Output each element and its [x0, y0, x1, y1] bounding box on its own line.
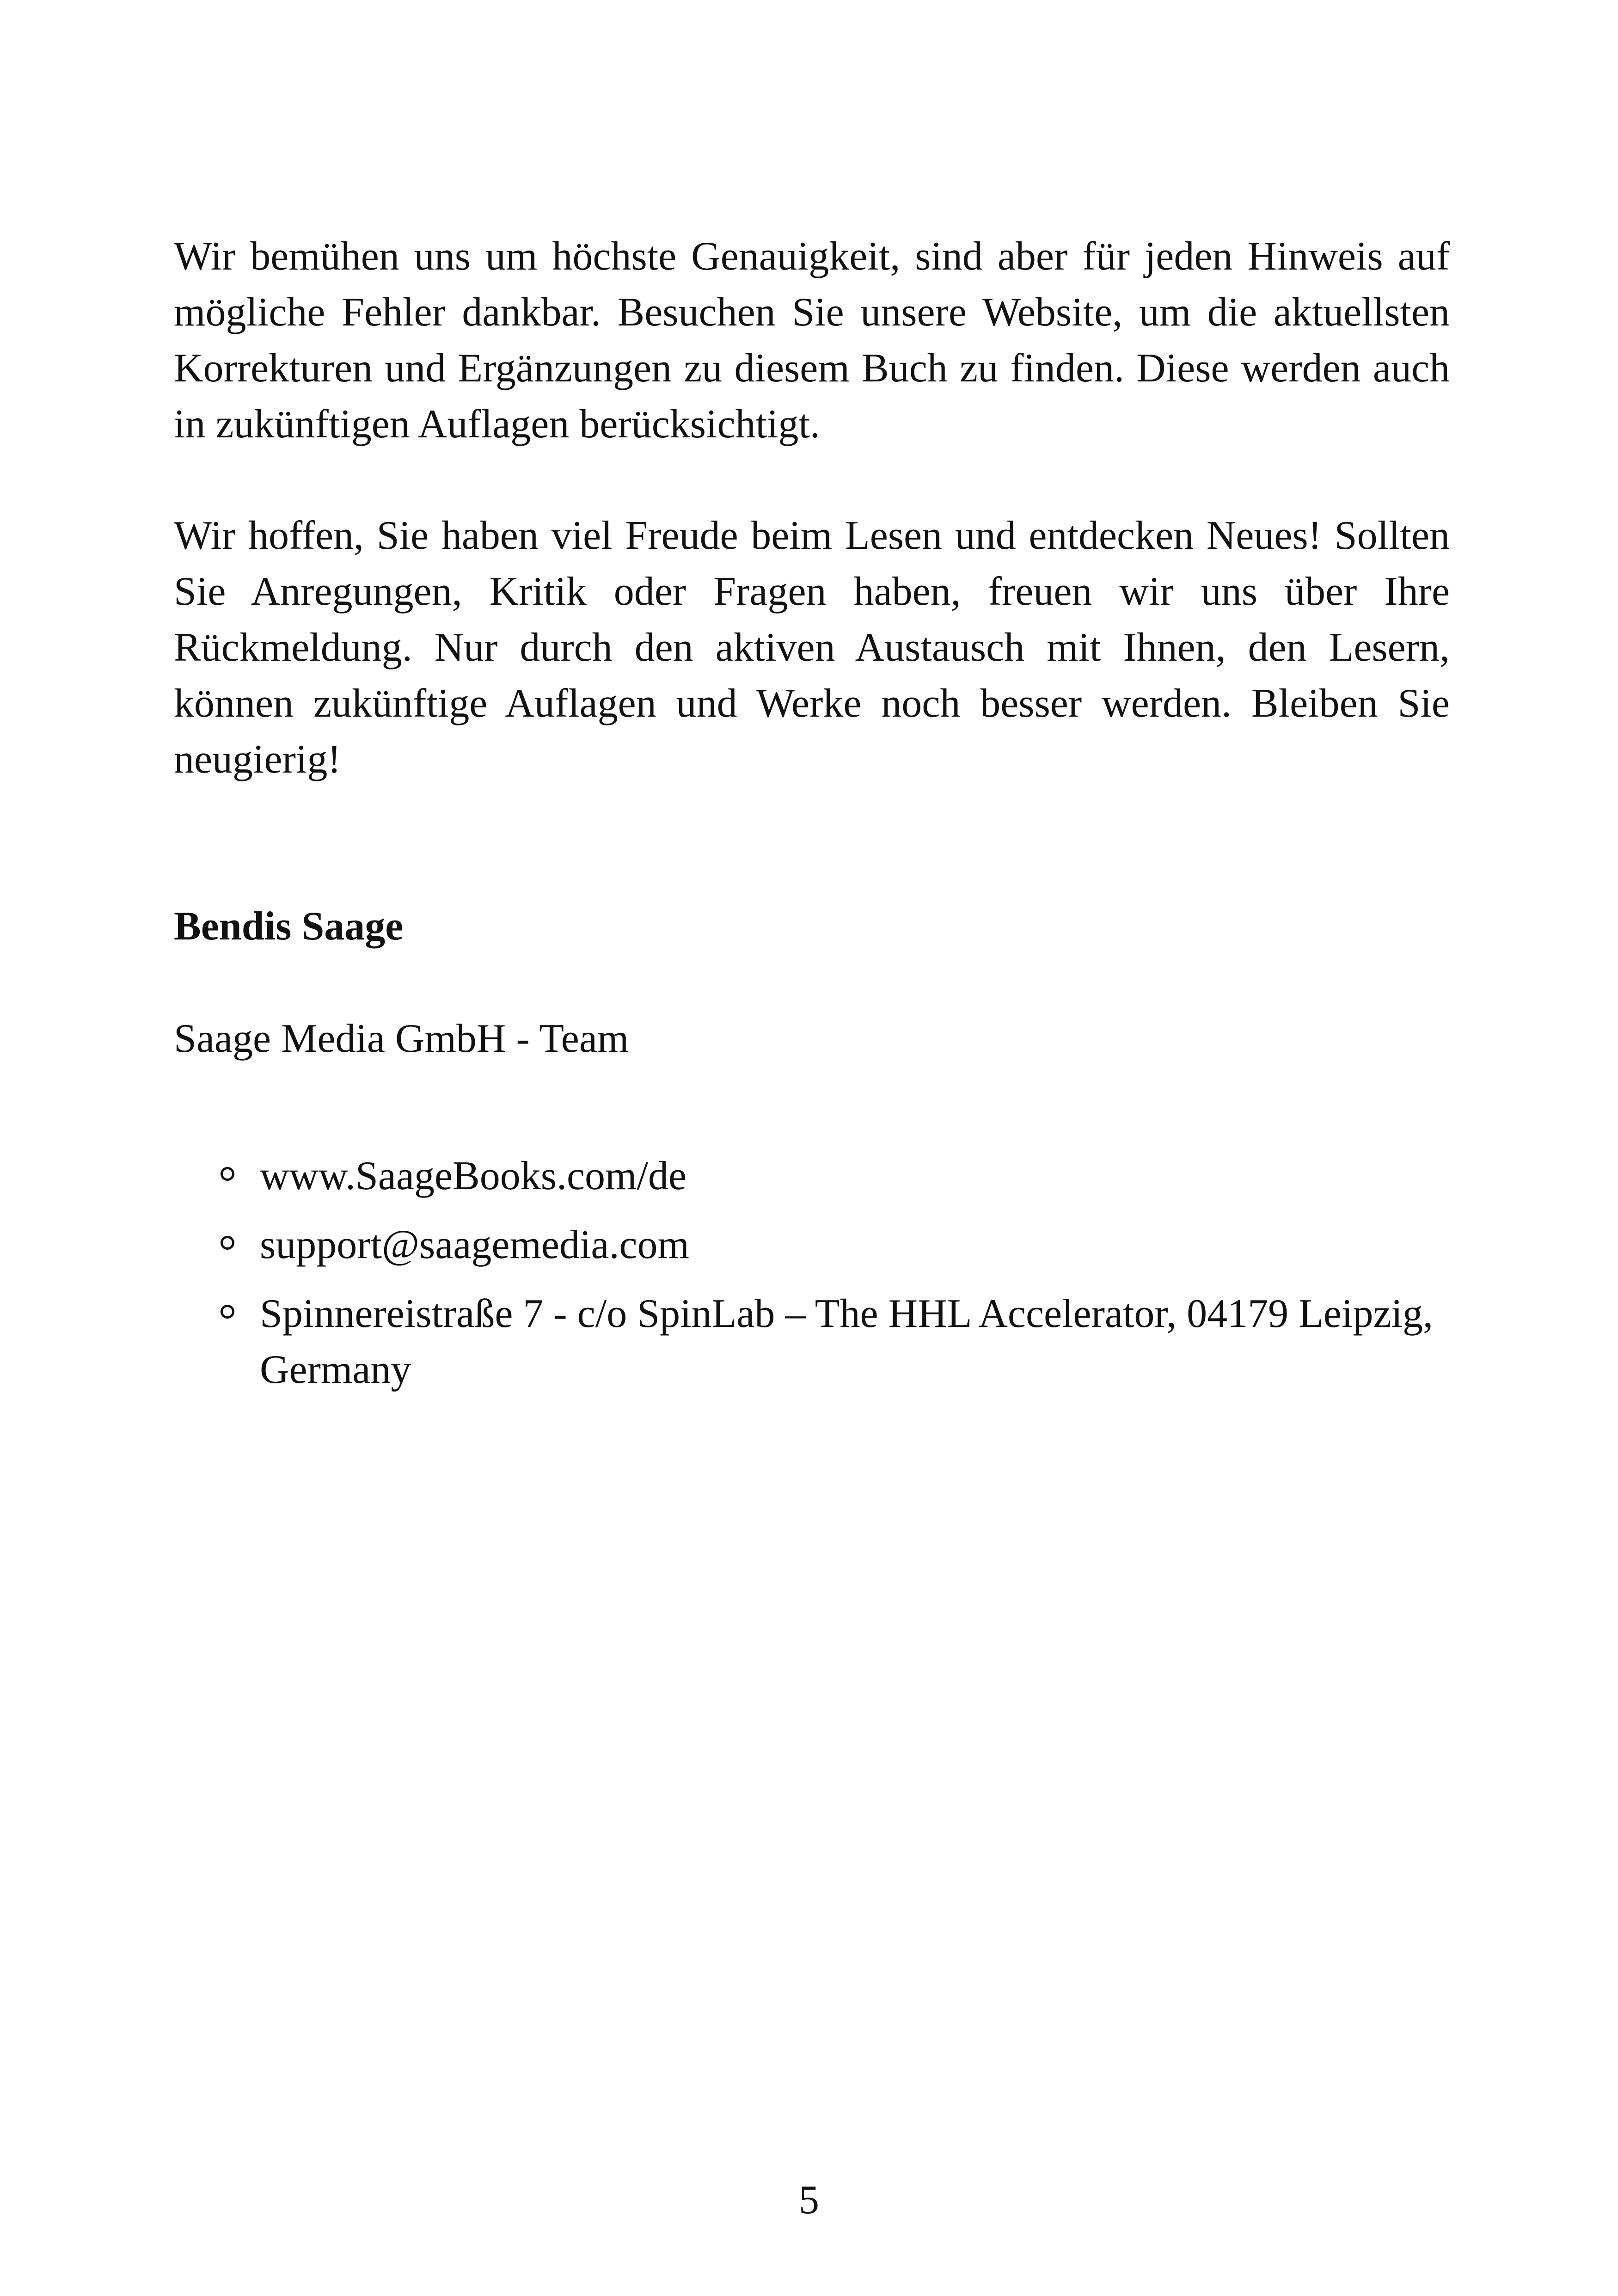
circle-bullet-icon [221, 1167, 234, 1181]
body-paragraph-feedback: Wir hoffen, Sie haben viel Freude beim Lesen und entdecken Neues! Sollten Sie Anregungen, Kritik oder Fragen haben, freuen wir uns über Ihre Rückmeldung. Nur durch den aktiven Austausch mit Ihnen, den Lesern, können zukünftige Auflagen und Werke noch besser werden. Bleiben Sie neugierig! [174, 513, 1450, 782]
author-name: Bendis Saage [174, 904, 404, 949]
contact-address-text: Spinnereistraße 7 - c/o SpinLab – The HHL Accelerator, 04179 Leipzig, Germany [260, 1291, 1433, 1392]
contact-item-email [174, 1217, 1450, 1273]
contact-list [174, 1148, 1450, 1411]
team-name: Saage Media GmbH - Team [174, 1016, 629, 1061]
circle-bullet-icon [221, 1236, 234, 1250]
page-number: 5 [799, 2178, 819, 2222]
contact-item-website [174, 1148, 1450, 1204]
contact-item-address [174, 1286, 1450, 1398]
circle-bullet-icon [221, 1305, 234, 1319]
body-paragraph-corrections: Wir bemühen uns um höchste Genauigkeit, sind aber für jeden Hinweis auf mögliche Fehler dankbar. Besuchen Sie unsere Website, um die aktuellsten Korrekturen und Ergänzungen zu diesem Buch zu finden. Diese werden auch in zukünftigen Auflagen berücksichtigt. [174, 234, 1450, 447]
contact-website-text: www.SaageBooks.com/de [260, 1154, 687, 1198]
contact-email-text: support@saagemedia.com [260, 1222, 689, 1267]
